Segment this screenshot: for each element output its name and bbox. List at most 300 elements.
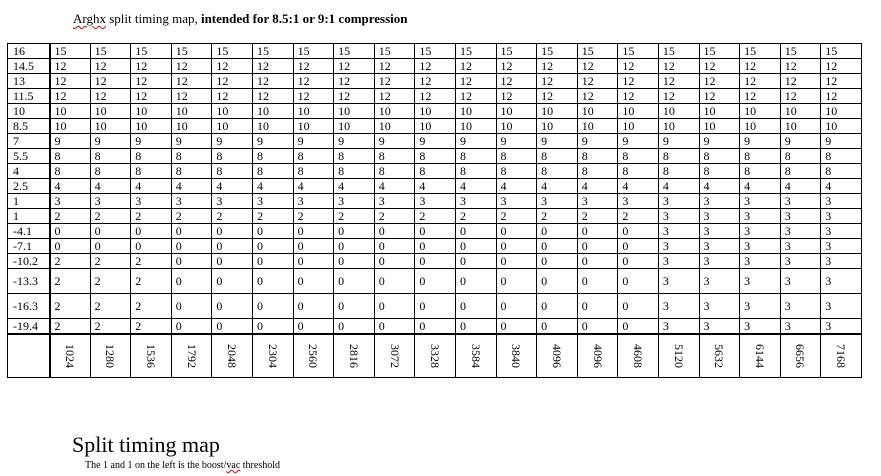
timing-cell: 0	[171, 319, 212, 335]
rpm-label: 4096	[590, 344, 605, 368]
table-row	[8, 134, 862, 149]
timing-cell: 2	[90, 254, 131, 269]
timing-cell: 4	[496, 179, 537, 194]
boost-label-cell: -19.4	[8, 319, 50, 335]
corner-cell	[8, 334, 50, 378]
timing-cell: 15	[374, 44, 415, 59]
timing-cell: 10	[780, 104, 821, 119]
timing-cell: 9	[334, 134, 375, 149]
timing-cell: 3	[212, 194, 253, 209]
table-row	[8, 164, 862, 179]
timing-cell: 0	[374, 224, 415, 239]
timing-cell: 0	[374, 269, 415, 294]
timing-cell: 8	[821, 149, 862, 164]
boost-label-cell: 11.5	[8, 89, 50, 104]
timing-cell: 12	[577, 59, 618, 74]
boost-label-cell: 8.5	[8, 119, 50, 134]
timing-cell: 10	[455, 104, 496, 119]
boost-label-cell: 10	[8, 104, 50, 119]
timing-cell: 2	[293, 209, 334, 224]
timing-cell: 12	[740, 89, 781, 104]
timing-cell: 2	[50, 319, 91, 335]
timing-cell: 0	[577, 254, 618, 269]
timing-cell: 10	[50, 104, 91, 119]
timing-cell: 4	[50, 179, 91, 194]
timing-cell: 0	[415, 319, 456, 335]
timing-cell: 12	[131, 74, 172, 89]
timing-cell: 12	[699, 89, 740, 104]
rpm-cell	[577, 334, 618, 378]
timing-cell: 0	[537, 224, 578, 239]
timing-cell: 10	[334, 104, 375, 119]
timing-cell: 3	[658, 294, 699, 319]
timing-cell: 2	[618, 209, 659, 224]
timing-cell: 0	[90, 224, 131, 239]
rpm-cell	[212, 334, 253, 378]
timing-cell: 15	[740, 44, 781, 59]
timing-cell: 3	[780, 209, 821, 224]
timing-cell: 0	[537, 294, 578, 319]
timing-cell: 3	[699, 319, 740, 335]
timing-cell: 12	[658, 74, 699, 89]
timing-cell: 12	[577, 89, 618, 104]
timing-cell: 15	[334, 44, 375, 59]
timing-cell: 4	[90, 179, 131, 194]
timing-cell: 8	[415, 164, 456, 179]
timing-cell: 10	[334, 119, 375, 134]
timing-cell: 10	[740, 104, 781, 119]
timing-cell: 9	[455, 134, 496, 149]
timing-cell: 15	[618, 44, 659, 59]
timing-cell: 0	[577, 239, 618, 254]
timing-cell: 12	[334, 89, 375, 104]
timing-cell: 12	[618, 59, 659, 74]
rpm-cell	[740, 334, 781, 378]
timing-cell: 0	[212, 239, 253, 254]
rpm-header-row	[8, 334, 862, 378]
timing-cell: 12	[821, 89, 862, 104]
timing-cell: 4	[374, 179, 415, 194]
timing-cell: 8	[821, 164, 862, 179]
timing-cell: 8	[496, 149, 537, 164]
timing-cell: 0	[131, 224, 172, 239]
rpm-label: 1536	[143, 344, 158, 368]
timing-cell: 9	[90, 134, 131, 149]
timing-cell: 4	[537, 179, 578, 194]
timing-cell: 3	[740, 269, 781, 294]
rpm-cell	[821, 334, 862, 378]
timing-cell: 12	[537, 74, 578, 89]
timing-cell: 10	[415, 119, 456, 134]
timing-cell: 4	[171, 179, 212, 194]
rpm-label: 1280	[103, 344, 118, 368]
timing-cell: 3	[658, 319, 699, 335]
timing-cell: 0	[415, 239, 456, 254]
timing-cell: 0	[455, 254, 496, 269]
threshold-note	[85, 460, 280, 471]
timing-cell: 12	[577, 74, 618, 89]
timing-cell: 3	[699, 239, 740, 254]
timing-cell: 9	[374, 134, 415, 149]
timing-cell: 2	[415, 209, 456, 224]
timing-cell: 2	[131, 269, 172, 294]
timing-cell: 8	[252, 164, 293, 179]
timing-cell: 3	[699, 194, 740, 209]
timing-cell: 0	[455, 319, 496, 335]
timing-cell: 12	[131, 89, 172, 104]
timing-cell: 2	[50, 209, 91, 224]
timing-cell: 0	[537, 254, 578, 269]
timing-cell: 0	[537, 269, 578, 294]
section-heading: Split timing map	[72, 432, 220, 457]
timing-cell: 15	[537, 44, 578, 59]
timing-cell: 0	[212, 254, 253, 269]
rpm-label: 1792	[184, 344, 199, 368]
timing-cell: 8	[618, 149, 659, 164]
boost-label-cell: 16	[8, 44, 50, 59]
timing-cell: 0	[252, 319, 293, 335]
timing-cell: 0	[618, 319, 659, 335]
rpm-cell	[90, 334, 131, 378]
table-row	[8, 149, 862, 164]
timing-cell: 0	[577, 319, 618, 335]
timing-cell: 0	[212, 269, 253, 294]
timing-cell: 10	[740, 119, 781, 134]
timing-cell: 2	[90, 294, 131, 319]
timing-cell: 12	[252, 59, 293, 74]
timing-cell: 0	[334, 319, 375, 335]
timing-cell: 2	[50, 269, 91, 294]
timing-cell: 0	[212, 294, 253, 319]
table-row	[8, 224, 862, 239]
timing-cell: 0	[171, 269, 212, 294]
rpm-cell	[50, 334, 91, 378]
table-row	[8, 119, 862, 134]
timing-cell: 9	[699, 134, 740, 149]
timing-cell: 0	[334, 294, 375, 319]
boost-label-cell: -13.3	[8, 269, 50, 294]
timing-cell: 8	[780, 164, 821, 179]
table-row	[8, 269, 862, 294]
timing-cell: 8	[50, 164, 91, 179]
table-row	[8, 179, 862, 194]
timing-cell: 15	[699, 44, 740, 59]
timing-cell: 0	[455, 224, 496, 239]
rpm-cell	[131, 334, 172, 378]
rpm-cell	[780, 334, 821, 378]
boost-label-cell: 1	[8, 194, 50, 209]
rpm-label: 1024	[63, 344, 78, 368]
timing-cell: 9	[577, 134, 618, 149]
timing-cell: 12	[496, 89, 537, 104]
timing-cell: 12	[50, 59, 91, 74]
timing-cell: 8	[658, 149, 699, 164]
timing-cell: 3	[537, 194, 578, 209]
timing-cell: 4	[618, 179, 659, 194]
timing-cell: 0	[577, 294, 618, 319]
table-row	[8, 104, 862, 119]
timing-cell: 15	[658, 44, 699, 59]
timing-cell: 8	[374, 149, 415, 164]
note-text: The 1 and 1 on the left is the boost/	[85, 460, 227, 471]
title-brand: Arghx	[73, 11, 106, 26]
timing-cell: 10	[577, 104, 618, 119]
timing-cell: 12	[780, 89, 821, 104]
timing-cell: 0	[212, 319, 253, 335]
timing-cell: 12	[455, 89, 496, 104]
timing-cell: 2	[90, 319, 131, 335]
timing-cell: 10	[293, 104, 334, 119]
table-row	[8, 319, 862, 335]
timing-cell: 12	[212, 89, 253, 104]
timing-cell: 0	[334, 224, 375, 239]
timing-cell: 0	[374, 239, 415, 254]
timing-cell: 4	[821, 179, 862, 194]
timing-cell: 0	[50, 224, 91, 239]
timing-cell: 10	[131, 119, 172, 134]
document-title	[73, 11, 408, 27]
rpm-cell	[496, 334, 537, 378]
timing-cell: 8	[537, 149, 578, 164]
boost-label-cell: 5.5	[8, 149, 50, 164]
rpm-label: 4608	[631, 344, 646, 368]
timing-cell: 2	[131, 209, 172, 224]
timing-cell: 2	[496, 209, 537, 224]
timing-cell: 3	[740, 224, 781, 239]
table-row	[8, 89, 862, 104]
timing-cell: 3	[252, 194, 293, 209]
timing-cell: 4	[740, 179, 781, 194]
rpm-label: 4096	[549, 344, 564, 368]
timing-cell: 12	[171, 89, 212, 104]
timing-cell: 12	[252, 89, 293, 104]
timing-cell: 8	[50, 149, 91, 164]
timing-cell: 4	[334, 179, 375, 194]
timing-cell: 3	[821, 239, 862, 254]
timing-cell: 12	[496, 74, 537, 89]
timing-cell: 9	[415, 134, 456, 149]
timing-cell: 9	[780, 134, 821, 149]
boost-label-cell: 14.5	[8, 59, 50, 74]
timing-cell: 3	[780, 269, 821, 294]
timing-cell: 2	[90, 269, 131, 294]
timing-cell: 10	[212, 119, 253, 134]
timing-cell: 2	[577, 209, 618, 224]
boost-label-cell: 4	[8, 164, 50, 179]
timing-cell: 2	[334, 209, 375, 224]
timing-cell: 9	[821, 134, 862, 149]
timing-cell: 0	[496, 224, 537, 239]
timing-cell: 3	[740, 194, 781, 209]
rpm-cell	[293, 334, 334, 378]
timing-cell: 9	[131, 134, 172, 149]
table-row	[8, 254, 862, 269]
timing-cell: 3	[374, 194, 415, 209]
timing-cell: 0	[252, 254, 293, 269]
timing-cell: 8	[577, 149, 618, 164]
timing-cell: 12	[90, 59, 131, 74]
timing-cell: 3	[740, 239, 781, 254]
timing-cell: 3	[821, 294, 862, 319]
timing-cell: 10	[50, 119, 91, 134]
timing-cell: 3	[577, 194, 618, 209]
timing-cell: 15	[821, 44, 862, 59]
timing-cell: 8	[455, 149, 496, 164]
timing-cell: 12	[455, 74, 496, 89]
timing-cell: 8	[90, 149, 131, 164]
timing-cell: 12	[740, 59, 781, 74]
table-row	[8, 59, 862, 74]
timing-cell: 12	[293, 74, 334, 89]
rpm-label: 3072	[387, 344, 402, 368]
timing-cell: 10	[699, 104, 740, 119]
table-row	[8, 44, 862, 59]
timing-cell: 10	[658, 104, 699, 119]
timing-cell: 3	[780, 254, 821, 269]
timing-cell: 12	[618, 89, 659, 104]
timing-cell: 10	[90, 104, 131, 119]
timing-cell: 8	[171, 149, 212, 164]
timing-cell: 3	[90, 194, 131, 209]
rpm-label: 2048	[225, 344, 240, 368]
timing-cell: 12	[415, 59, 456, 74]
boost-label-cell: -16.3	[8, 294, 50, 319]
timing-cell: 12	[537, 59, 578, 74]
rpm-label: 2304	[265, 344, 280, 368]
timing-cell: 0	[252, 294, 293, 319]
timing-cell: 3	[821, 209, 862, 224]
timing-cell: 10	[252, 104, 293, 119]
timing-cell: 9	[293, 134, 334, 149]
timing-cell: 3	[821, 254, 862, 269]
timing-cell: 12	[90, 74, 131, 89]
timing-cell: 12	[699, 74, 740, 89]
timing-cell: 10	[293, 119, 334, 134]
timing-cell: 12	[658, 59, 699, 74]
timing-cell: 2	[131, 319, 172, 335]
timing-cell: 8	[699, 149, 740, 164]
timing-cell: 0	[212, 224, 253, 239]
timing-cell: 0	[293, 269, 334, 294]
timing-cell: 12	[171, 74, 212, 89]
timing-cell: 12	[537, 89, 578, 104]
boost-label-cell: -10.2	[8, 254, 50, 269]
timing-cell: 3	[50, 194, 91, 209]
timing-cell: 10	[374, 104, 415, 119]
timing-cell: 0	[496, 319, 537, 335]
timing-cell: 4	[131, 179, 172, 194]
timing-cell: 0	[496, 254, 537, 269]
timing-cell: 10	[455, 119, 496, 134]
timing-cell: 8	[212, 164, 253, 179]
timing-cell: 8	[293, 149, 334, 164]
rpm-label: 3328	[428, 344, 443, 368]
timing-cell: 15	[212, 44, 253, 59]
timing-cell: 0	[293, 294, 334, 319]
timing-cell: 3	[821, 194, 862, 209]
timing-cell: 12	[496, 59, 537, 74]
timing-cell: 3	[699, 224, 740, 239]
timing-cell: 12	[699, 59, 740, 74]
timing-cell: 2	[171, 209, 212, 224]
rpm-cell	[658, 334, 699, 378]
timing-cell: 8	[618, 164, 659, 179]
timing-cell: 12	[293, 59, 334, 74]
timing-cell: 0	[293, 254, 334, 269]
timing-cell: 0	[415, 254, 456, 269]
timing-cell: 2	[252, 209, 293, 224]
timing-cell: 3	[740, 254, 781, 269]
timing-cell: 0	[618, 224, 659, 239]
timing-cell: 8	[374, 164, 415, 179]
timing-cell: 3	[658, 254, 699, 269]
timing-cell: 12	[780, 59, 821, 74]
title-bold-text: intended for 8.5:1 or 9:1 compression	[200, 11, 408, 26]
rpm-cell	[537, 334, 578, 378]
timing-cell: 3	[658, 239, 699, 254]
rpm-cell	[171, 334, 212, 378]
timing-cell: 10	[658, 119, 699, 134]
boost-label-cell: 1	[8, 209, 50, 224]
timing-map-table	[7, 43, 862, 378]
timing-cell: 10	[212, 104, 253, 119]
timing-cell: 3	[334, 194, 375, 209]
timing-cell: 3	[658, 194, 699, 209]
timing-cell: 8	[212, 149, 253, 164]
timing-cell: 12	[374, 89, 415, 104]
timing-cell: 0	[537, 319, 578, 335]
timing-cell: 12	[415, 89, 456, 104]
rpm-cell	[252, 334, 293, 378]
rpm-cell	[618, 334, 659, 378]
timing-cell: 2	[90, 209, 131, 224]
timing-cell: 0	[293, 319, 334, 335]
timing-cell: 8	[334, 164, 375, 179]
timing-cell: 3	[821, 319, 862, 335]
timing-cell: 9	[496, 134, 537, 149]
timing-cell: 3	[740, 209, 781, 224]
timing-cell: 12	[171, 59, 212, 74]
timing-cell: 3	[455, 194, 496, 209]
rpm-cell	[334, 334, 375, 378]
table-row	[8, 209, 862, 224]
timing-cell: 12	[131, 59, 172, 74]
timing-cell: 10	[618, 119, 659, 134]
timing-cell: 15	[455, 44, 496, 59]
timing-cell: 0	[252, 224, 293, 239]
timing-cell: 0	[455, 239, 496, 254]
timing-cell: 12	[374, 59, 415, 74]
timing-cell: 0	[374, 294, 415, 319]
timing-cell: 8	[740, 149, 781, 164]
timing-cell: 4	[658, 179, 699, 194]
timing-cell: 15	[50, 44, 91, 59]
timing-cell: 8	[699, 164, 740, 179]
timing-cell: 0	[90, 239, 131, 254]
timing-cell: 0	[496, 294, 537, 319]
timing-cell: 3	[780, 194, 821, 209]
timing-cell: 3	[699, 294, 740, 319]
timing-cell: 10	[252, 119, 293, 134]
timing-cell: 8	[293, 164, 334, 179]
timing-cell: 10	[821, 119, 862, 134]
timing-cell: 15	[131, 44, 172, 59]
timing-cell: 4	[455, 179, 496, 194]
timing-cell: 4	[415, 179, 456, 194]
timing-cell: 3	[293, 194, 334, 209]
timing-cell: 2	[537, 209, 578, 224]
timing-cell: 9	[618, 134, 659, 149]
